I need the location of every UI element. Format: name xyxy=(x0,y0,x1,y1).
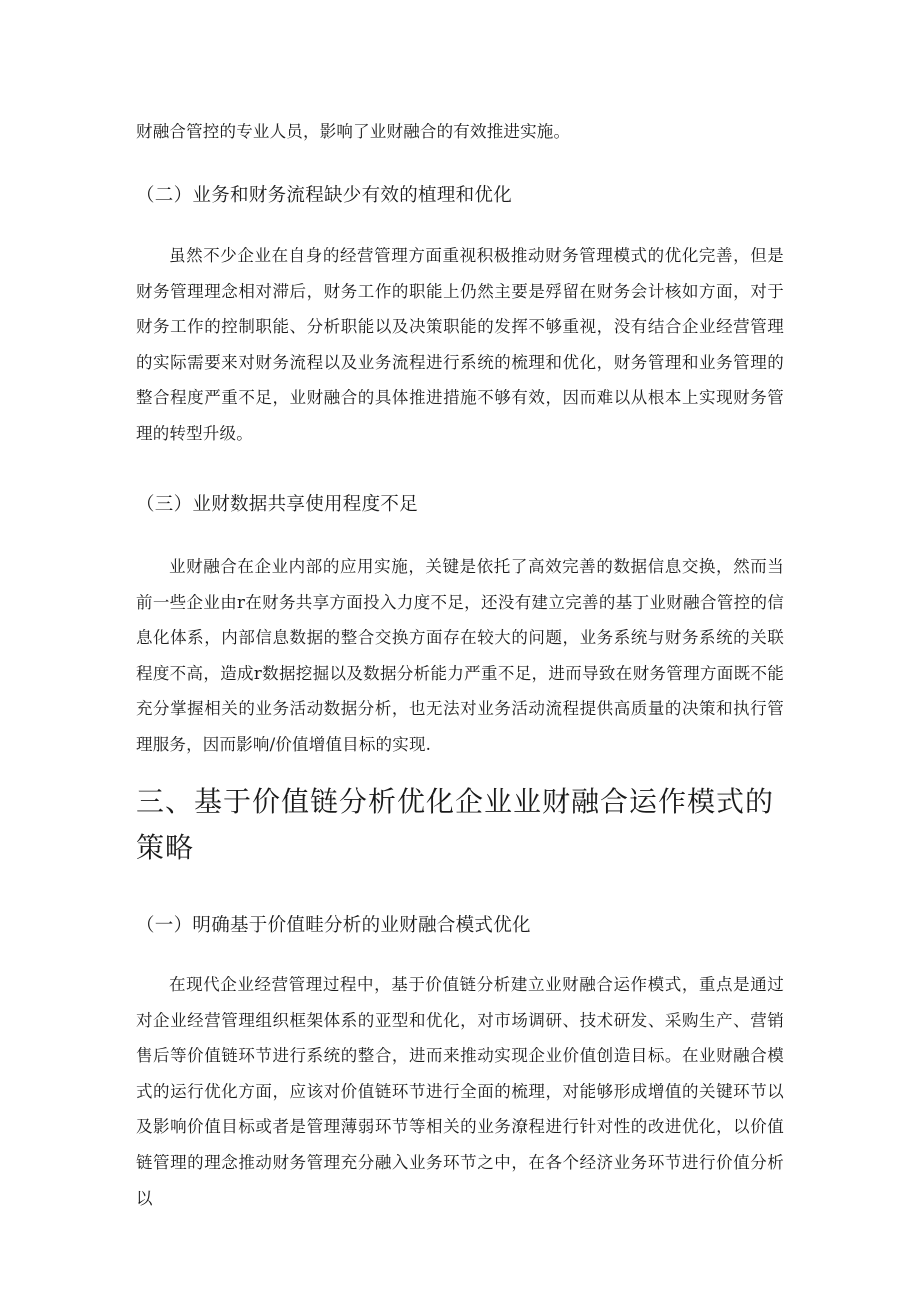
heading-section-3-1: （一）明确基于价值畦分析的业财融合模式优化 xyxy=(136,915,531,936)
paragraph-section-3-1: 在现代企业经营管理过程中，基于价值链分析建立业财融合运作模式，重点是通过对企业经营管理组织框架体系的亚型和优化，对市场调研、技术研发、采购生产、营销售后等价值链环节进行系统的整合，进而来推动实现企业价值创造目标。在业财融合模式的运行优化方面，应该对价值链环节进行全面的梳理，对能够形成增值的关键环节以及影响价值目标或者是管理薄弱环节等相关的业务潦程进行针对性的改进优化，以价值链管理的理念推动财务管理充分融入业务环节之中，在各个经济业务环节进行价值分析以 xyxy=(136,975,784,1208)
paragraph-intro-tail: 财融合管控的专业人员，影响了业财融合的有效推进实施。 xyxy=(136,122,571,141)
paragraph-section-2-3: 业财融合在企业内部的应用实施，关键是依托了高效完善的数据信息交换，然而当前一些企业由r在财务共享方面投入力度不足，还没有建立完善的基丁业财融合管控的信息化体系，内部信息数据的整合交换方面存在较大的问题，业务系统与财务系统的关联程度不高，造成r数据挖掘以及数据分析能力严重不足，进而导致在财务管理方面既不能充分掌握相关的业务活动数据分析，也无法对业务活动流程提供高质量的决策和执行管理服务，因而影响/价值增值目标的实现. xyxy=(136,557,784,754)
heading-section-3: 三、基于价值链分析优化企业业财融合运作模式的策略 xyxy=(136,785,775,864)
paragraph-section-2-2: 虽然不少企业在自身的经营管理方面重视积极推动财务管理模式的优化完善，但是财务管理理念相对滞后，财务工作的职能上仍然主要是殍留在财务会计核如方面，对于财务工作的控制职能、分析职能以及决策职能的发挥不够重视，没有结合企业经营管理的实际需要来对财务流程以及业务流程进行系统的梳理和优化，财务管理和业务管理的整合程度严重不足，业财融合的具体推进措施不够有效，因而难以从根本上实现财务管理的转型升级。 xyxy=(136,246,784,443)
heading-section-2-3: （三）业财数据共享使用程度不足 xyxy=(136,494,419,515)
heading-section-2-2: （二）业务和财务流程缺少有效的植理和优化 xyxy=(136,185,513,206)
